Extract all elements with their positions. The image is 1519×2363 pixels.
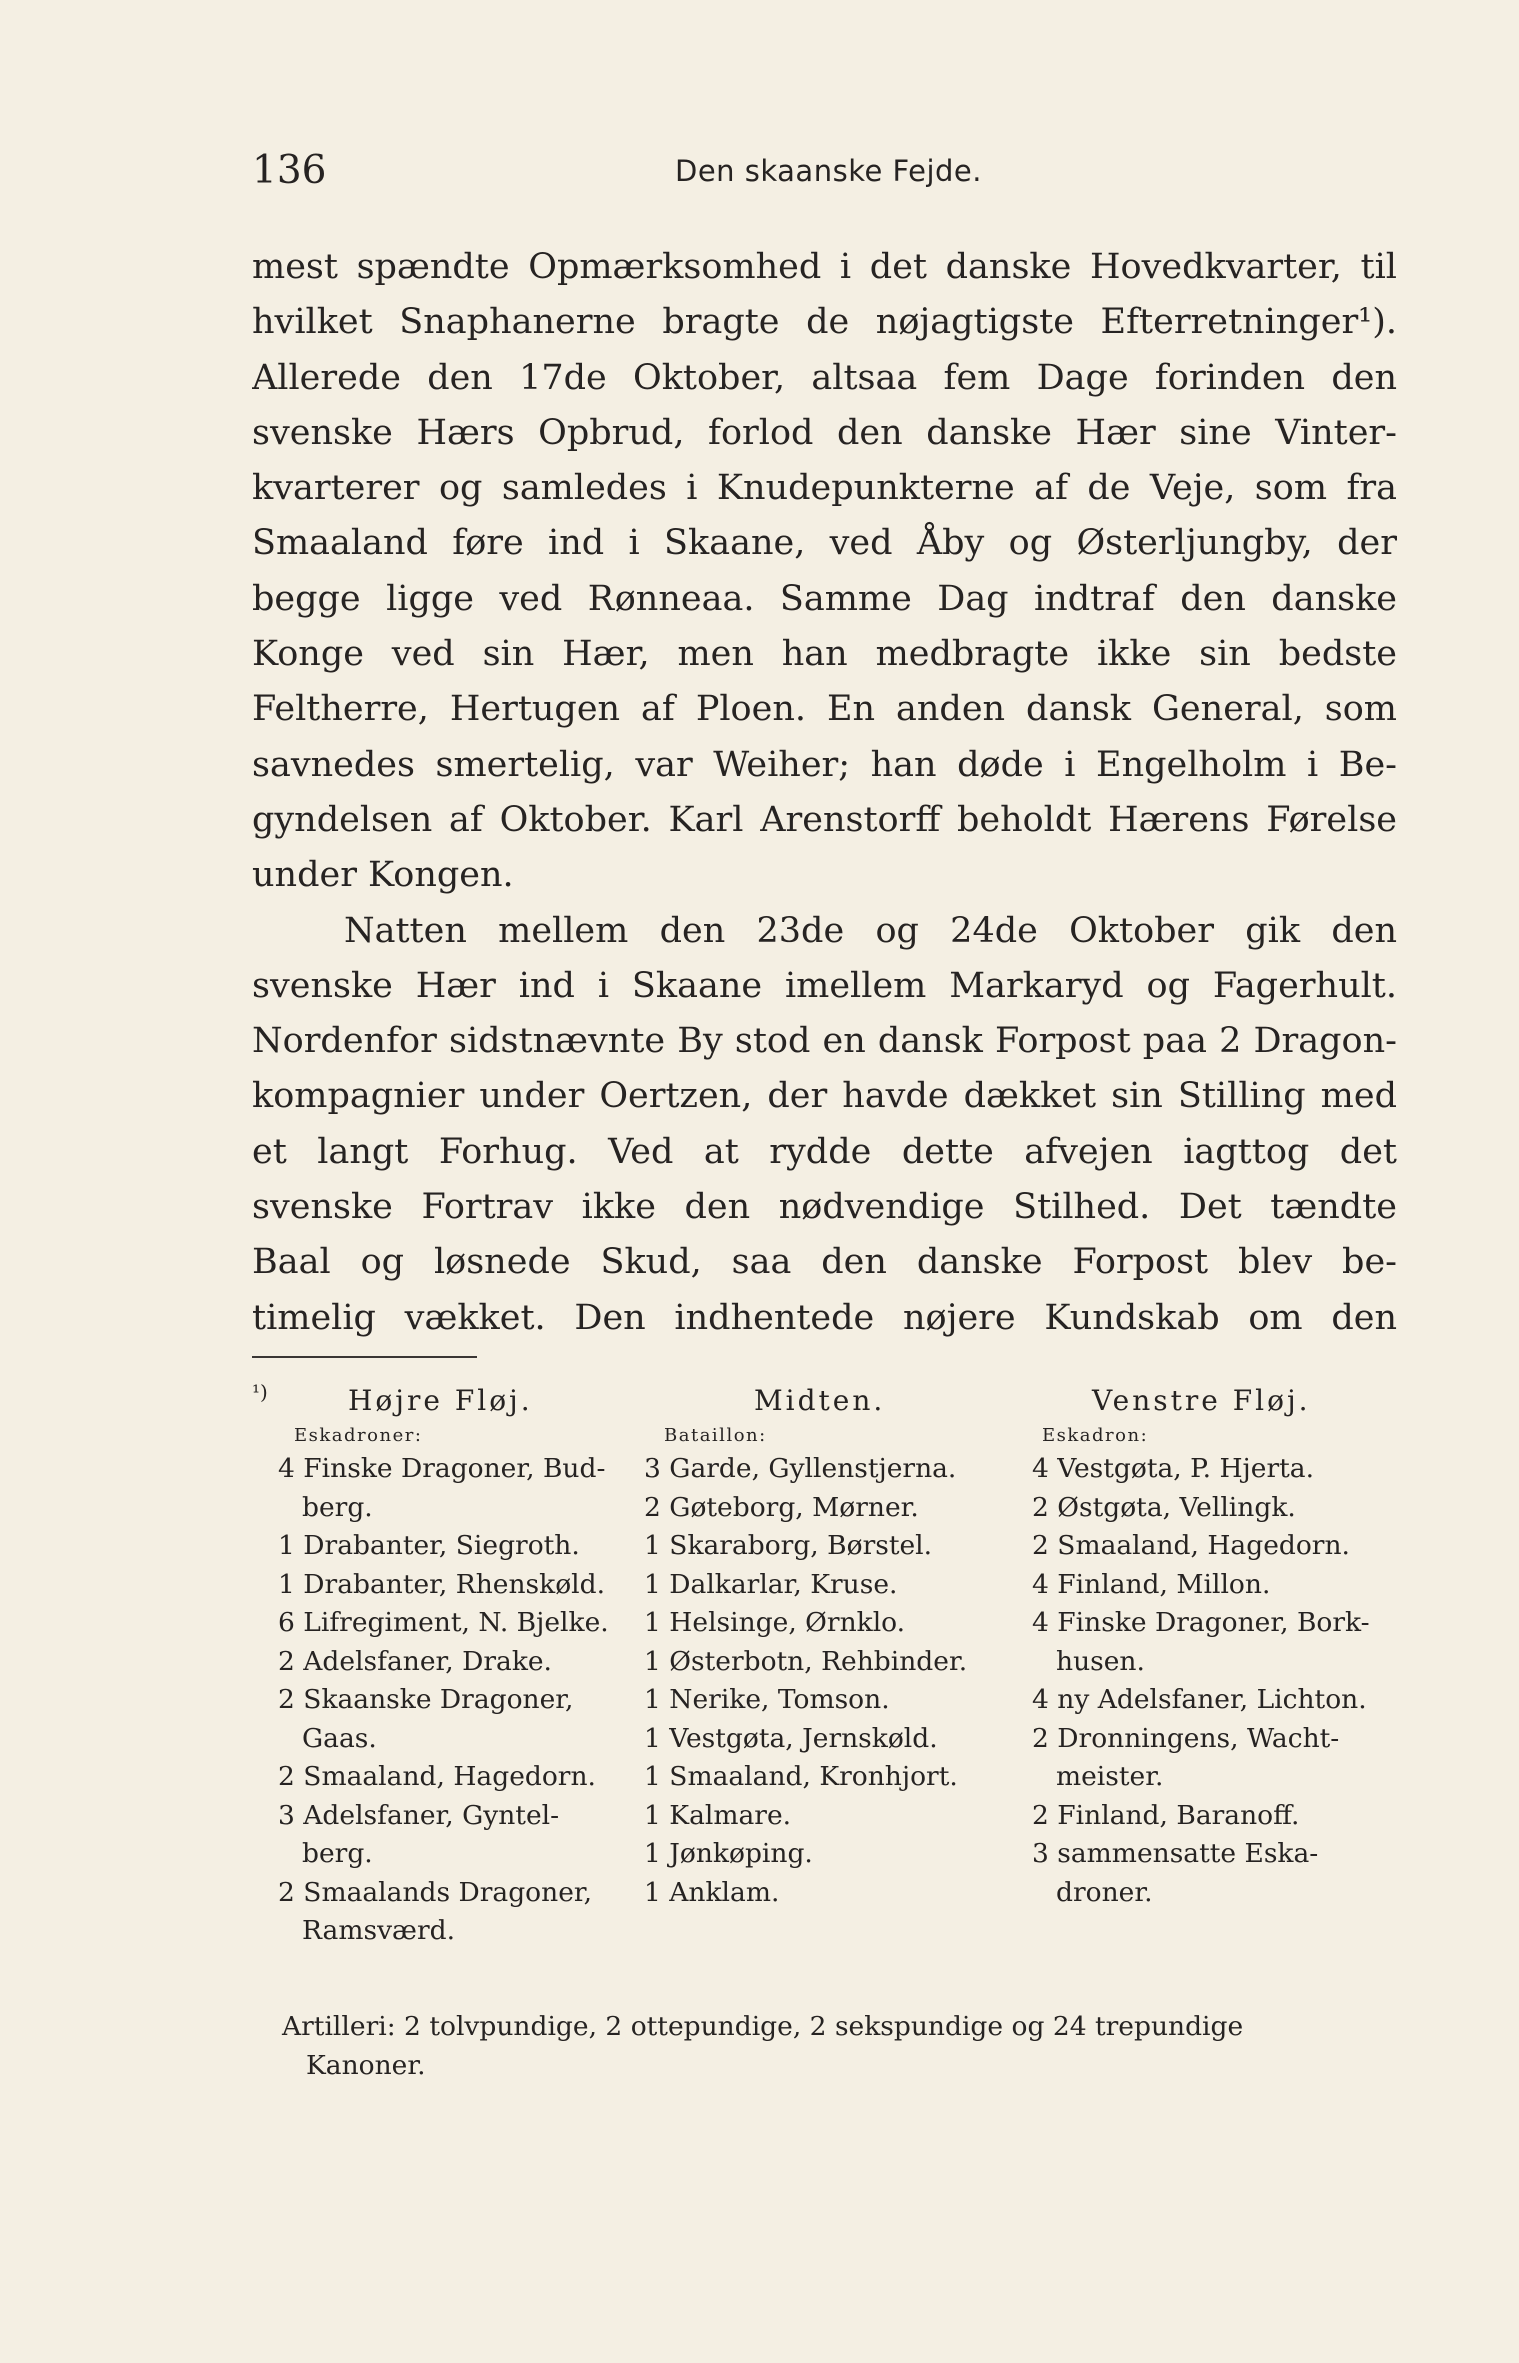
text-line: Natten mellem den 23de og 24de Oktober gik den [344, 910, 1397, 951]
list-item: 4 Vestgøta, P. Hjerta. [1032, 1453, 1314, 1484]
list-item: 6 Lifregiment, N. Bjelke. [278, 1607, 609, 1638]
text-line: kvarterer og samledes i Knudepunkterne af de Veje, som fra [252, 468, 1397, 509]
footnote-marker: ¹) [252, 1380, 268, 1404]
list-item: 1 Dalkarlar, Kruse. [644, 1568, 898, 1600]
text-line: begge ligge ved Rønneaa. Samme Dag indtraf den danske [252, 578, 1397, 619]
column-subtitle: Bataillon: [664, 1425, 767, 1446]
text-line: hvilket Snaphanerne bragte de nøjagtigste Efterretninger¹). [252, 302, 1397, 343]
running-title: Den skaanske Fejde. [675, 154, 982, 188]
column-title: Højre Fløj. [348, 1384, 533, 1417]
list-item: 2 Adelsfaner, Drake. [278, 1645, 552, 1677]
list-item: 2 Smaalands Dragoner, Ramsværd. [278, 1876, 593, 1946]
list-item: 2 Smaaland, Hagedorn. [1032, 1530, 1350, 1561]
text-line: Allerede den 17de Oktober, altsaa fem Dage forinden den [252, 357, 1397, 398]
column-subtitle: Eskadroner: [294, 1425, 423, 1446]
list-item: 1 Helsinge, Ørnklo. [644, 1607, 906, 1638]
list-item: 3 sammensatte Eska- droner. [1032, 1838, 1319, 1908]
list-item: 1 Jønkøping. [644, 1838, 813, 1869]
text-line: savnedes smertelig, var Weiher; han døde i Engelholm i Be- [252, 744, 1397, 785]
list-item: 1 Østerbotn, Rehbinder. [644, 1645, 968, 1677]
text-line: mest spændte Opmærksomhed i det danske Hovedkvarter, til [252, 247, 1397, 287]
list-item: 4 ny Adelsfaner, Lichton. [1032, 1684, 1367, 1715]
column-title: Venstre Fløj. [1092, 1384, 1311, 1417]
list-item: 1 Drabanter, Siegroth. [278, 1530, 580, 1561]
list-item: 1 Vestgøta, Jernskøld. [644, 1722, 938, 1754]
list-item: 1 Anklam. [644, 1876, 780, 1908]
list-item: 2 Østgøta, Vellingk. [1032, 1491, 1296, 1523]
list-item: 2 Smaaland, Hagedorn. [278, 1761, 596, 1792]
list-item: 2 Finland, Baranoff. [1032, 1799, 1300, 1831]
text-line: Konge ved sin Hær, men han medbragte ikke sin bedste [252, 634, 1397, 675]
page-number: 136 [252, 148, 327, 193]
text-line: timelig vækket. Den indhentede nøjere Kundskab om den [252, 1297, 1397, 1338]
list-item: 1 Nerike, Tomson. [644, 1684, 890, 1715]
list-item: 1 Skaraborg, Børstel. [644, 1530, 933, 1561]
artillery-note: Artilleri: 2 tolvpundige, 2 ottepundige, 2 sekspundige og 24 trepundige Kanoner. [282, 2011, 1244, 2081]
list-item: 3 Garde, Gyllenstjerna. [644, 1453, 957, 1484]
right-wing-column [278, 1380, 648, 1951]
text-line: et langt Forhug. Ved at rydde dette afvejen iagttog det [252, 1131, 1397, 1172]
text-line: Baal og løsnede Skud, saa den danske Forpost blev be- [252, 1242, 1397, 1283]
text-line: svenske Hærs Opbrud, forlod den danske Hær sine Vinter- [252, 412, 1397, 453]
text-line: under Kongen. [252, 855, 514, 896]
list-item: 4 Finland, Millon. [1032, 1568, 1271, 1600]
text-line: Feltherre, Hertugen af Ploen. En anden dansk General, som [252, 689, 1397, 730]
page-header [252, 148, 1402, 208]
column-subtitle: Eskadron: [1042, 1425, 1149, 1446]
center-column [644, 1380, 1024, 1912]
text-line: svenske Hær ind i Skaane imellem Markaryd og Fagerhult. [252, 965, 1397, 1006]
list-item: 2 Dronningens, Wacht- meister. [1032, 1722, 1340, 1792]
text-line: gyndelsen af Oktober. Karl Arenstorff beholdt Hærens Førelse [252, 799, 1397, 840]
text-line: Smaaland føre ind i Skaane, ved Åby og Østerljungby, der [252, 523, 1397, 564]
text-line: Nordenfor sidstnævnte By stod en dansk Forpost paa 2 Dragon- [252, 1021, 1397, 1062]
text-line: svenske Fortrav ikke den nødvendige Stilhed. Det tændte [252, 1187, 1397, 1228]
list-item: 1 Drabanter, Rhenskøld. [278, 1568, 606, 1600]
list-item: 1 Smaaland, Kronhjort. [644, 1761, 958, 1792]
left-wing-column [1032, 1380, 1402, 1912]
list-item: 1 Kalmare. [644, 1799, 792, 1831]
list-item: 2 Gøteborg, Mørner. [644, 1491, 919, 1523]
text-line: kompagnier under Oertzen, der havde dækket sin Stilling med [252, 1076, 1397, 1117]
list-item: 4 Finske Dragoner, Bork- husen. [1032, 1607, 1370, 1677]
main-text [252, 240, 1397, 1346]
footnote-rule [252, 1356, 477, 1358]
list-item: 3 Adelsfaner, Gyntel- berg. [278, 1799, 560, 1869]
list-item: 2 Skaanske Dragoner, Gaas. [278, 1684, 574, 1754]
list-item: 4 Finske Dragoner, Bud- berg. [278, 1453, 606, 1523]
column-title: Midten. [754, 1384, 886, 1417]
